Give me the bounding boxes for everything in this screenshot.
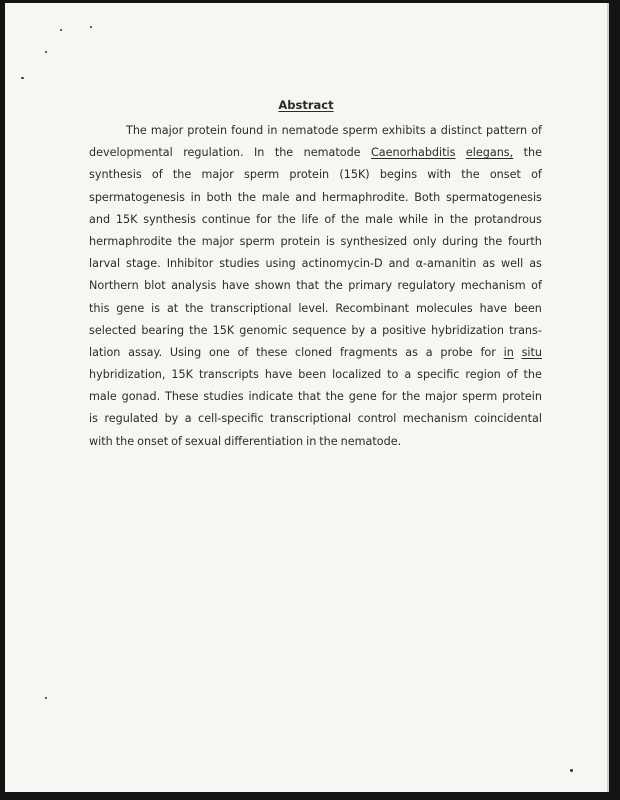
word: the: [449, 212, 469, 226]
word: gene: [348, 390, 377, 404]
word: major: [150, 124, 184, 137]
word: the: [461, 168, 480, 182]
word: The: [126, 124, 147, 137]
word: male: [89, 390, 117, 404]
word: the: [319, 434, 338, 448]
word: selected: [89, 323, 137, 337]
word: sperm: [342, 124, 378, 137]
word: found: [231, 124, 264, 137]
word: for: [256, 212, 272, 226]
word: of: [151, 168, 163, 182]
text-line: [89, 431, 542, 453]
word: protandrous: [473, 212, 542, 226]
word: sperm: [239, 234, 275, 248]
word: 15K: [171, 368, 193, 382]
word: coincidental: [474, 412, 542, 426]
word: molecules: [415, 301, 473, 315]
word: only: [412, 234, 437, 248]
word: the: [172, 168, 192, 182]
word: of: [531, 124, 542, 137]
word: been: [298, 368, 327, 382]
word: probe: [440, 345, 473, 359]
word: synthesized: [340, 234, 408, 248]
word: hybridization: [431, 323, 505, 337]
text-line: [89, 386, 542, 408]
ink-speck: [90, 26, 92, 28]
word: a: [184, 412, 192, 426]
abstract-body: [89, 120, 542, 453]
word: fourth: [507, 234, 542, 248]
word: the: [324, 279, 343, 293]
word: while: [398, 212, 429, 226]
ink-speck: [570, 769, 573, 772]
word: genomic: [239, 323, 288, 337]
word: the: [177, 234, 197, 248]
text-line: [89, 253, 542, 275]
word: In: [254, 146, 265, 160]
word: been: [513, 301, 542, 315]
word: Recombinant: [335, 301, 410, 315]
word: in: [503, 345, 514, 359]
ink-speck: [21, 77, 24, 79]
word: control: [357, 412, 397, 426]
word: larval: [89, 257, 121, 271]
word: spermatogenesis: [89, 190, 185, 204]
word: bearing: [141, 323, 185, 337]
word: shown: [254, 279, 291, 293]
word: region: [465, 368, 501, 382]
word: the: [277, 212, 296, 226]
word: studies: [203, 390, 244, 404]
word: Caenorhabditis: [370, 146, 456, 160]
word: have: [479, 301, 508, 315]
word: protein: [280, 234, 321, 248]
word: and: [89, 212, 111, 226]
word: trans-: [509, 323, 542, 337]
word: gonad.: [121, 390, 161, 404]
word: of: [531, 168, 542, 182]
word: analysis: [171, 279, 217, 293]
word: major: [201, 168, 234, 182]
word: that: [297, 390, 321, 404]
word: of: [531, 279, 542, 293]
word: in: [267, 124, 278, 137]
word: pattern: [486, 124, 528, 137]
word: Inhibitor: [166, 257, 214, 271]
word: is: [325, 234, 335, 248]
word: mechanism: [402, 412, 468, 426]
word: in: [433, 212, 445, 226]
ink-speck: [60, 29, 62, 31]
text-line: [89, 298, 542, 320]
word: to: [387, 368, 399, 382]
word: sequence: [292, 323, 347, 337]
word: indicate: [248, 390, 294, 404]
text-line: [89, 187, 542, 209]
word: the: [115, 434, 135, 448]
word: exhibits: [381, 124, 426, 137]
ink-speck: [45, 697, 47, 699]
word: 15K: [212, 323, 235, 337]
word: transcriptional: [210, 301, 292, 315]
word: distinct: [440, 124, 482, 137]
word: 15K: [115, 212, 138, 226]
document-page: [5, 3, 609, 792]
word: of: [324, 212, 336, 226]
word: the: [185, 301, 204, 315]
word: regulated: [104, 412, 159, 426]
word: These: [165, 390, 199, 404]
word: well: [501, 257, 524, 271]
word: sexual: [184, 434, 222, 448]
word: sperm: [462, 390, 498, 404]
word: protein: [289, 168, 330, 182]
word: is: [151, 301, 161, 315]
text-line: [89, 209, 542, 231]
word: assay.: [128, 345, 163, 359]
word: of: [237, 345, 249, 359]
word: major: [201, 234, 234, 248]
word: differentiation: [224, 434, 304, 448]
word: of: [171, 434, 182, 448]
word: studies: [219, 257, 260, 271]
word: the: [340, 212, 360, 226]
word: and: [295, 190, 317, 204]
word: (15K): [339, 168, 370, 182]
word: have: [264, 368, 293, 382]
word: that: [296, 279, 319, 293]
word: lation: [89, 345, 121, 359]
word: onset: [489, 168, 521, 182]
word: the: [483, 234, 503, 248]
word: the: [523, 146, 542, 160]
word: begins: [379, 168, 418, 182]
word: onset: [137, 434, 169, 448]
word: Both: [414, 190, 441, 204]
word: actinomycin-D: [301, 257, 383, 271]
word: these: [256, 345, 288, 359]
word: at: [166, 301, 179, 315]
word: continue: [201, 212, 251, 226]
word: transcripts: [198, 368, 259, 382]
word: a: [429, 124, 437, 137]
word: protein: [502, 390, 542, 404]
word: the: [401, 390, 421, 404]
word: fragments: [339, 345, 398, 359]
word: as: [405, 345, 418, 359]
word: Northern: [89, 279, 139, 293]
word: protein: [187, 124, 228, 137]
word: gene: [116, 301, 145, 315]
word: a: [370, 323, 378, 337]
word: have: [221, 279, 250, 293]
text-line: [89, 364, 542, 386]
word: primary: [348, 279, 393, 293]
word: Using: [169, 345, 202, 359]
word: elegans,: [465, 146, 514, 160]
word: and: [388, 257, 410, 271]
text-line: [89, 231, 542, 253]
word: spermatogenesis: [445, 190, 542, 204]
word: level.: [298, 301, 329, 315]
word: localized: [332, 368, 382, 382]
word: transcriptional: [270, 412, 352, 426]
word: life: [301, 212, 319, 226]
text-line: [89, 320, 542, 342]
word: male: [261, 190, 290, 204]
word: hermaphrodite: [89, 234, 172, 248]
word: using: [265, 257, 296, 271]
word: the: [325, 390, 344, 404]
word: regulation.: [183, 146, 244, 160]
word: developmental: [89, 146, 173, 160]
word: the: [274, 146, 294, 160]
word: synthesis: [143, 212, 196, 226]
word: as: [529, 257, 542, 271]
word: by: [164, 412, 179, 426]
word: is: [89, 412, 98, 426]
word: hermaphrodite.: [321, 190, 409, 204]
word: the: [523, 368, 542, 382]
word: with: [427, 168, 451, 182]
word: for: [381, 390, 397, 404]
word: as: [482, 257, 496, 271]
word: for: [480, 345, 496, 359]
abstract-title: Abstract: [278, 98, 334, 112]
text-line: [89, 120, 542, 142]
word: specific: [417, 368, 460, 382]
word: both: [206, 190, 232, 204]
word: the: [189, 323, 208, 337]
word: nematode: [303, 146, 361, 160]
text-line: [89, 142, 542, 164]
word: in: [306, 434, 317, 448]
word: blot: [144, 279, 166, 293]
word: mechanism: [460, 279, 526, 293]
word: this: [89, 301, 110, 315]
word: synthesis: [89, 168, 142, 182]
word: one: [208, 345, 230, 359]
text-line: [89, 275, 542, 297]
word: a: [425, 345, 433, 359]
word: stage.: [126, 257, 161, 271]
ink-speck: [45, 51, 47, 53]
word: α-amanitin: [415, 257, 477, 271]
text-line: [89, 342, 542, 364]
word: with: [89, 434, 113, 448]
text-line: [89, 408, 542, 430]
word: cloned: [294, 345, 333, 359]
word: of: [506, 368, 518, 382]
word: cell-specific: [198, 412, 264, 426]
word: during: [442, 234, 479, 248]
word: nematode.: [340, 434, 402, 448]
text-line: [89, 164, 542, 186]
word: positive: [382, 323, 427, 337]
word: by: [351, 323, 366, 337]
word: in: [190, 190, 201, 204]
word: male: [365, 212, 393, 226]
word: a: [404, 368, 412, 382]
word: nematode: [281, 124, 339, 137]
word: major: [425, 390, 458, 404]
word: hybridization,: [89, 368, 166, 382]
word: the: [237, 190, 257, 204]
word: situ: [521, 345, 542, 359]
word: sperm: [244, 168, 280, 182]
word: regulatory: [397, 279, 456, 293]
